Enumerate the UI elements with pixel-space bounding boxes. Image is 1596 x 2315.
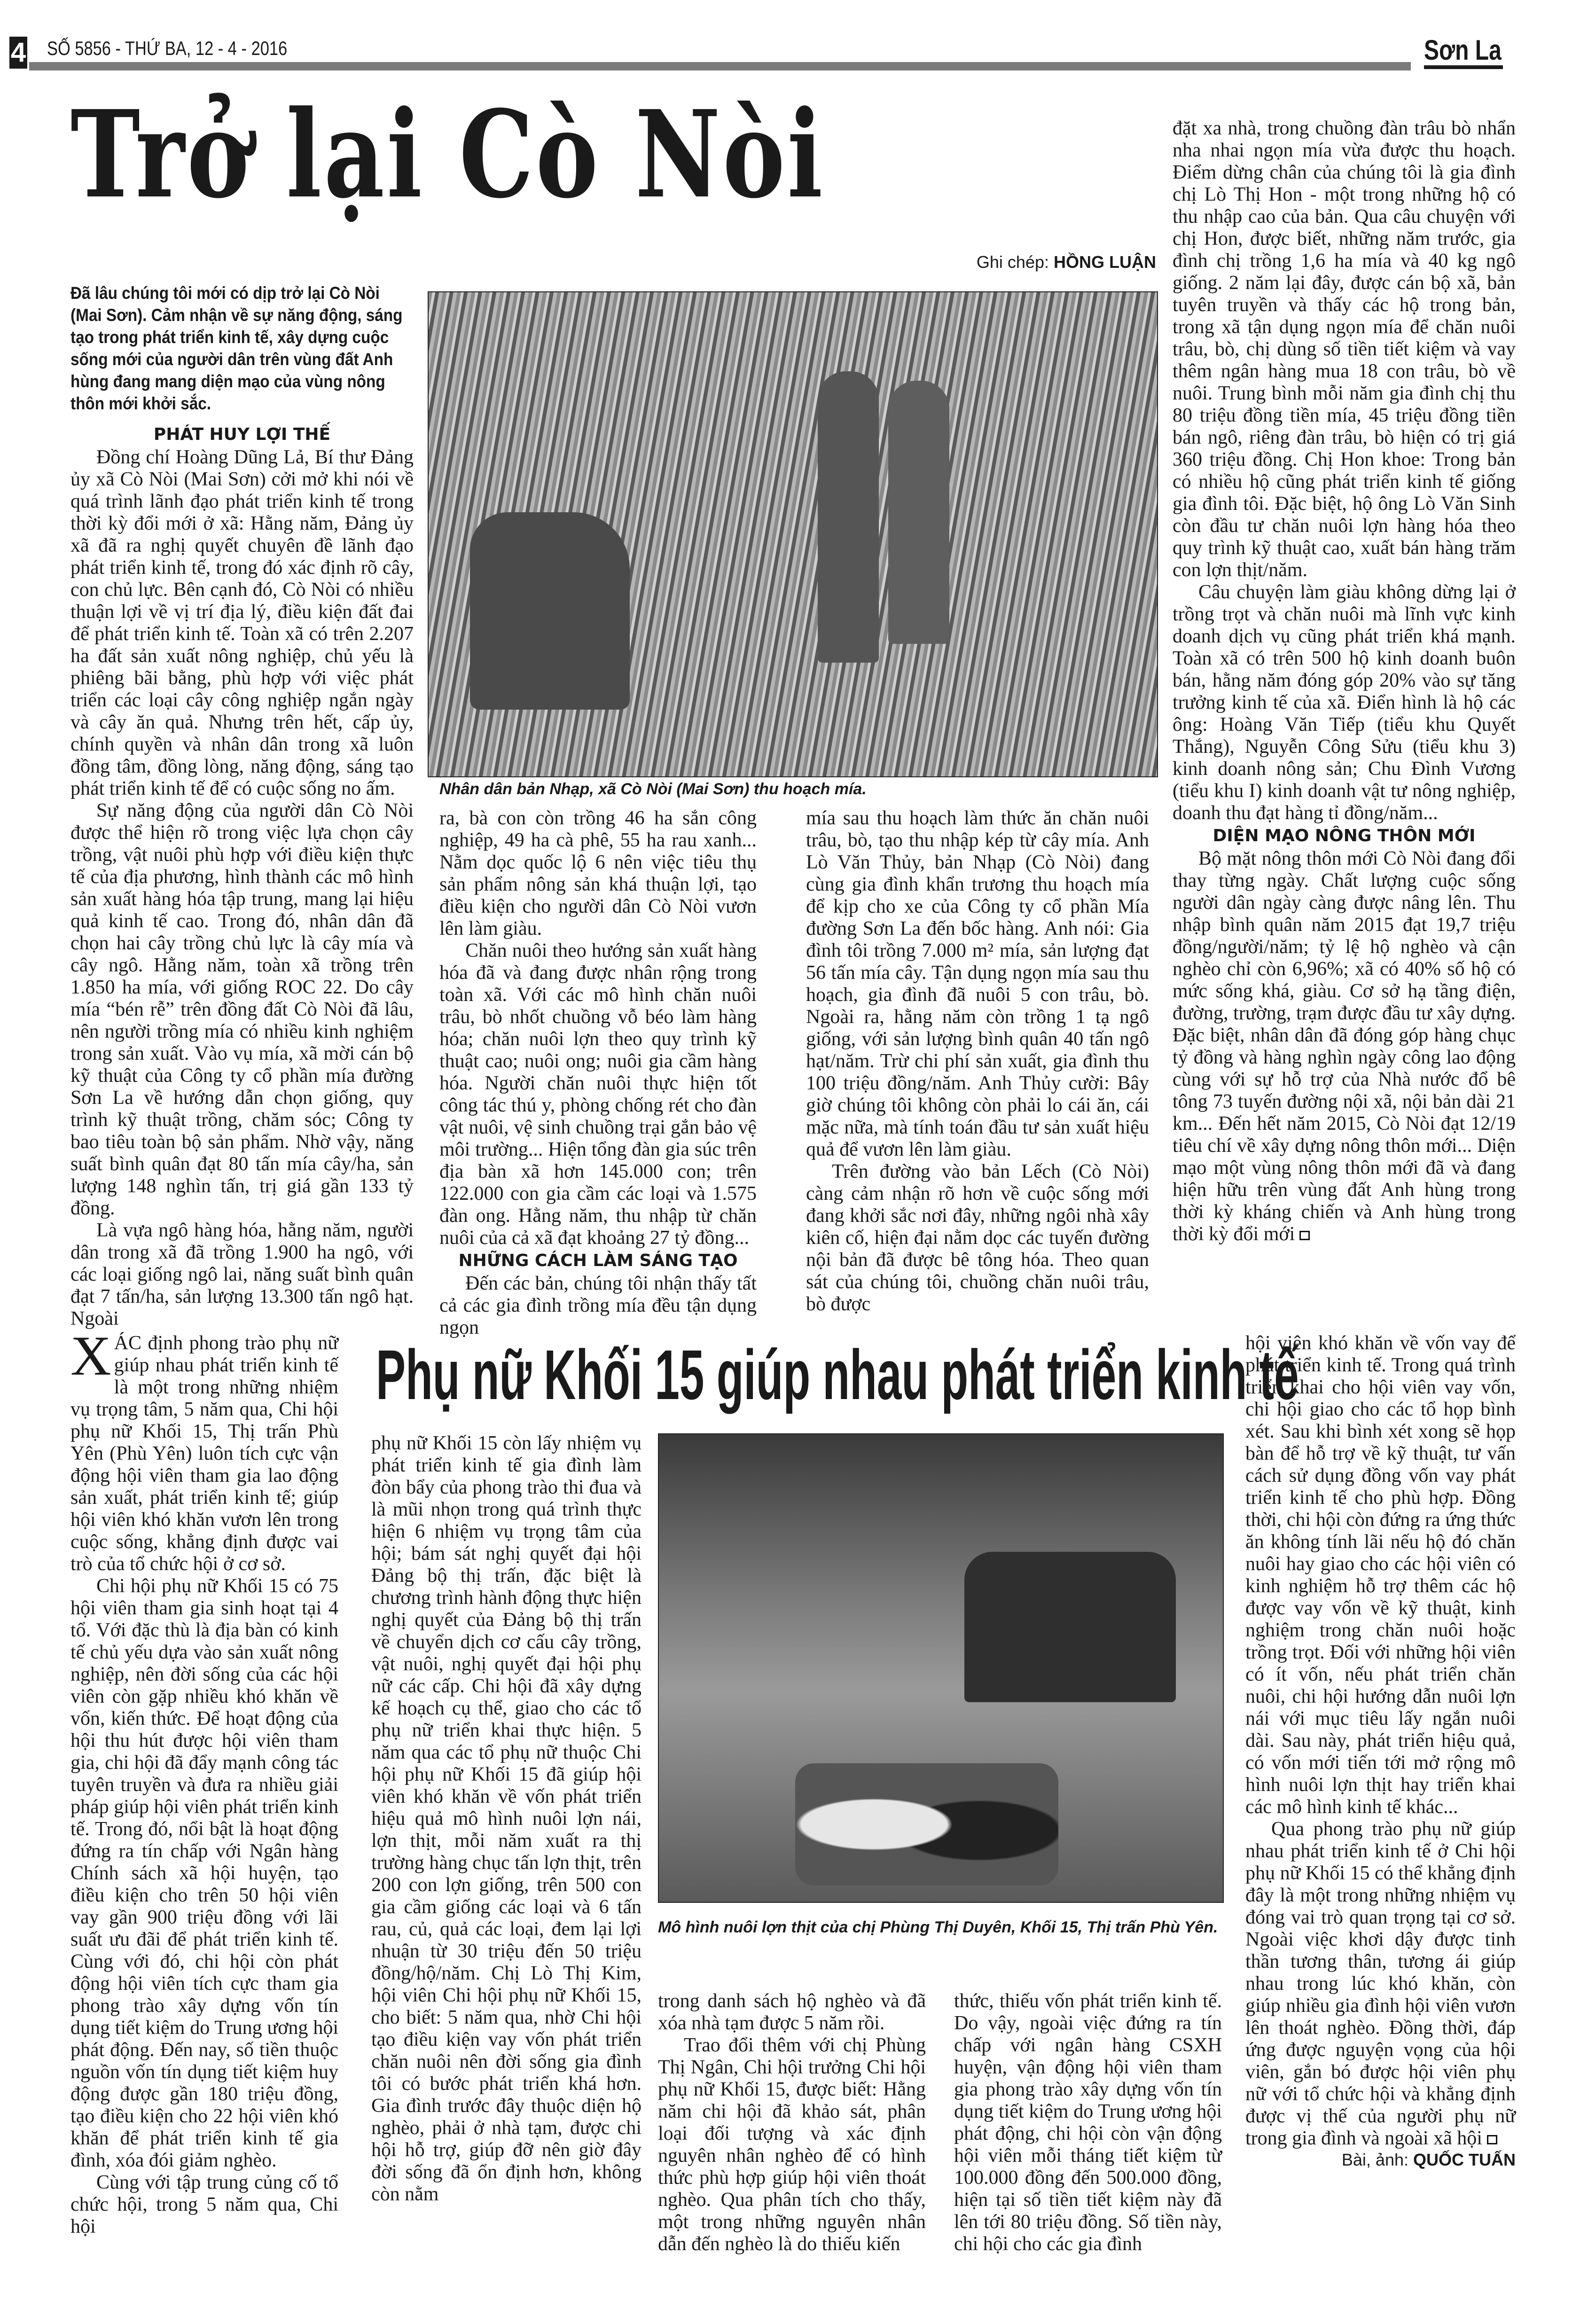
- article2-column-1: [70, 1324, 338, 2238]
- page-number: 4: [10, 37, 26, 68]
- woman-figure-1: [818, 371, 879, 663]
- article1-lead: Đã lâu chúng tôi mới có dịp trở lại Cò Nòi (Mai Sơn). Cảm nhận về sự năng động, sáng tạo trong phát triển kinh tế, xây dựng cuộc sống mới của người dân trên vùng đất Anh hùng đang mang diện mạo của vùng nông thôn mới khởi sắc.: [70, 283, 403, 413]
- byline-author: HỒNG LUẬN: [1054, 252, 1156, 272]
- byline-label: Ghi chép:: [976, 252, 1054, 272]
- end-of-article-square-icon: [1299, 1231, 1310, 1240]
- paragraph: [1173, 848, 1516, 1245]
- article2-title: Phụ nữ Khối 15 giúp nhau phát triển kinh tế: [376, 1335, 1299, 1414]
- byline-author: QUỐC TUẤN: [1413, 2150, 1516, 2169]
- paragraph-text: ÁC định phong trào phụ nữ giúp nhau phát triển kinh tế là một trong những nhiệm vụ trọng tâm, 5 năm qua, Chi hội phụ nữ Khối 15, Thị trấn Phù Yên (Phù Yên) luôn tích cực vận động hội viên tham gia lao động sản xuất, phát triển kinh tế; giúp hội viên khó khăn vươn lên trong cuộc sống, khẳng định được vai trò của tổ chức hội ở cơ sở.: [70, 1332, 338, 1575]
- sugarcane-harvest-photo: [428, 291, 1158, 777]
- subhead-phat-huy-loi-the: PHÁT HUY LỢI THẾ: [153, 425, 331, 444]
- section-name: Sơn La: [1424, 35, 1503, 69]
- article2-column-5: [1245, 1332, 1516, 2170]
- article1-column-3: [806, 807, 1149, 1315]
- paragraph: Sự năng động của người dân Cò Nòi được thể hiện rõ trong việc lựa chọn cây trồng, vật nuôi phù hợp với điều kiện thực tế của địa phương, hình thành các mô hình sản xuất hàng hóa tập trung, mang lại hiệu quả kinh tế cao. Trong đó, nhân dân đã chọn hai cây trồng chủ lực là cây mía và cây ngô. Hằng năm, toàn xã trồng trên 1.850 ha mía, với giống ROC 22. Do cây mía “bén rễ” trên đồng đất Cò Nòi đã lâu, nên người trồng mía có nhiều kinh nghiệm trong sản xuất. Vào vụ mía, xã mời cán bộ kỹ thuật của Công ty cổ phần mía đường Sơn La về hướng dẫn chọn giống, quy trình kỹ thuật trồng, chăm sóc; Công ty bao tiêu toàn bộ sản phẩm. Nhờ vậy, năng suất bình quân đạt 80 tấn mía cây/ha, sản lượng 148 nghìn tấn, trị giá gần 133 tỷ đồng.: [70, 800, 414, 1219]
- end-of-article-square-icon: [1487, 2135, 1497, 2144]
- paragraph: [70, 1324, 338, 1575]
- paragraph: mía sau thu hoạch làm thức ăn chăn nuôi trâu, bò, tạo thu nhập kép từ cây mía. Anh Lò Văn Thủy, bản Nhạp (Cò Nòi) đang cùng gia đình khẩn trương thu hoạch mía để kịp cho xe của Công ty cổ phần Mía đường Sơn La đến bốc hàng. Anh nói: Gia đình tôi trồng 7.000 m² mía, sản lượng đạt 56 tấn mía cây. Tận dụng ngọn mía sau thu hoạch, gia đình đã nuôi 5 con trâu, bò. Ngoài ra, hằng năm còn trồng 1 tạ ngô giống, với sản lượng bình quân 40 tấn ngô hạt/năm. Trừ chi phí sản xuất, gia đình thu 100 triệu đồng/năm. Anh Thủy cười: Bây giờ chúng tôi không còn phải lo cái ăn, cái mặc nữa, mà tính toán đầu tư sản xuất hiệu quả để vươn lên làm giàu.: [806, 807, 1149, 1160]
- paragraph: [1245, 1818, 1516, 2150]
- paragraph: Cùng với tập trung củng cố tổ chức hội, trong 5 năm qua, Chi hội: [70, 2172, 338, 2237]
- article2-byline: [1245, 2150, 1516, 2170]
- paragraph: Chăn nuôi theo hướng sản xuất hàng hóa đã và đang được nhân rộng trong toàn xã. Với các mô hình chăn nuôi trâu, bò nhốt chuồng vỗ béo làm hàng hóa; chăn nuôi lợn theo quy trình kỹ thuật cao; nuôi ong; nuôi gia cầm hàng hóa. Người chăn nuôi thực hiện tốt công tác thú y, phòng chống rét cho đàn vật nuôi, vệ sinh chuồng trại gắn bảo vệ môi trường... Hiện tổng đàn gia súc trên địa bàn xã hơn 145.000 con; trên 122.000 con gia cầm các loại và 1.575 đàn ong. Hằng năm, thu nhập từ chăn nuôi của cả xã đạt khoảng 27 tỷ đồng...: [439, 940, 757, 1249]
- article1-byline: [893, 253, 1156, 272]
- paragraph: Trao đổi thêm với chị Phùng Thị Ngân, Chi hội trưởng Chi hội phụ nữ Khối 15, được biết: Hằng năm chi hội đã khảo sát, phân loại đối tượng và xác định nguyên nhân nghèo để có hình thức phù hợp giúp hội viên thoát nghèo. Qua phân tích cho thấy, một trong những nguyên nhân dẫn đến nghèo là do thiếu kiến: [658, 2034, 926, 2255]
- paragraph: hội viên khó khăn về vốn vay để phát triển kinh tế. Trong quá trình triển khai cho hội viên vay vốn, chi hội giao cho các tổ họp bình xét. Sau khi bình xét xong sẽ họp bàn để hỗ trợ về kỹ thuật, tư vấn cách sử dụng đồng vốn vay phát triển kinh tế cho phù hợp. Đồng thời, chi hội còn đứng ra ứng thức ăn không tính lãi nếu hộ đó chăn nuôi hay giao cho các hội viên có kinh nghiệm hỗ trợ thêm các hộ được vay vốn về kỹ thuật, kinh nghiệm trong chăn nuôi hoặc trồng trọt. Đối với những hội viên có ít vốn, nếu phát triển chăn nuôi, chi hội hướng dẫn nuôi lợn nái với mục tiêu lấy ngắn nuôi dài. Sau này, phát triển hiệu quả, có vốn mới tiến tới mở rộng mô hình nuôi lợn thịt hay triển khai các mô hình kinh tế khác...: [1245, 1332, 1516, 1818]
- article1-photo: [428, 291, 1156, 775]
- header-rule: [29, 62, 1411, 70]
- paragraph: Trên đường vào bản Lếch (Cò Nòi) càng cảm nhận rõ hơn về cuộc sống mới đang khởi sắc nơi đây, những ngôi nhà xây kiên cố, hiện đại nằm dọc các tuyến đường nội bản đã được bê tông hóa. Theo quan sát của chúng tôi, chuồng chăn nuôi trâu, bò được: [806, 1161, 1149, 1315]
- drop-cap: X: [70, 1324, 111, 1387]
- paragraph: Đồng chí Hoàng Dũng Lả, Bí thư Đảng ủy xã Cò Nòi (Mai Sơn) cởi mở khi nói về quá trình lãnh đạo phát triển kinh tế trong thời kỳ đổi mới ở xã: Hằng năm, Đảng ủy xã đã ra nghị quyết chuyên đề lãnh đạo phát triển kinh tế, trong đó xác định rõ cây, con chủ lực. Bên cạnh đó, Cò Nòi có nhiều thuận lợi về vị trí địa lý, điều kiện đất đai để phát triển kinh tế. Toàn xã có trên 2.207 ha đất sản xuất nông nghiệp, chủ yếu là phiêng bãi bằng, phù hợp với việc phát triển các loại cây công nghiệp ngắn ngày và cây ăn quả. Nhưng trên hết, cấp ủy, chính quyền và nhân dân trong xã luôn đồng tâm, đồng lòng, năng động, sáng tạo phát triển kinh tế để có cuộc sống no ấm.: [70, 446, 414, 799]
- article2-column-4: [954, 1990, 1222, 2255]
- article1-column-2: [439, 807, 757, 1339]
- article2-photo-caption: Mô hình nuôi lợn thịt của chị Phùng Thị Duyên, Khối 15, Thị trấn Phù Yên.: [658, 1918, 1218, 1936]
- byline-label: Bài, ảnh:: [1341, 2150, 1413, 2169]
- pigs-figure: [795, 1763, 1058, 1885]
- article1-column-4: [1173, 117, 1516, 1245]
- paragraph-text: Bộ mặt nông thôn mới Cò Nòi đang đổi thay từng ngày. Chất lượng cuộc sống người dân ngày càng được nâng lên. Thu nhập bình quân năm 2015 đạt 19,7 triệu đồng/người/năm; tỷ lệ hộ nghèo và cận nghèo chỉ còn 6,96%; xã có 40% số hộ có mức sống khá, giàu. Cơ sở hạ tầng điện, đường, trường, trạm được đầu tư xây dựng. Đặc biệt, nhân dân đã đóng góp hàng chục tỷ đồng và hàng nghìn ngày công lao động cùng với sự hỗ trợ của Nhà nước đổ bê tông 73 tuyến đường nội xã, nội bản dài 21 km... Đến hết năm 2015, Cò Nòi đạt 12/19 tiêu chí về xây dựng nông thôn mới... Diện mạo một vùng nông thôn mới đã và đang hiện hữu trên vùng đất Anh hùng trong thời kỳ kháng chiến và Anh hùng trong thời kỳ đổi mới: [1173, 848, 1516, 1245]
- issue-line: SỐ 5856 - THỨ BA, 12 - 4 - 2016: [47, 37, 288, 59]
- paragraph: Là vựa ngô hàng hóa, hằng năm, người dân trong xã đã trồng 1.900 ha ngô, với các loại giống ngô lai, năng suất bình quân đạt 7 tấn/ha, sản lượng 13.300 tấn ngô hạt. Ngoài: [70, 1220, 414, 1330]
- subhead-dien-mao-nong-thon-moi: DIỆN MẠO NÔNG THÔN MỚI: [1213, 826, 1476, 845]
- farmer-figure: [470, 512, 630, 710]
- article2-column-2: [371, 1432, 642, 2206]
- article2-column-3: [658, 1990, 926, 2255]
- article1-column-1: [70, 423, 414, 1330]
- paragraph: ra, bà con còn trồng 46 ha sắn công nghiệp, 49 ha cà phê, 55 ha rau xanh... Nằm dọc quốc lộ 6 nên việc tiêu thụ sản phẩm nông sản khá thuận lợi, tạo điều kiện cho người dân Cò Nòi vươn lên làm giàu.: [439, 807, 757, 939]
- subhead-nhung-cach-lam-sang-tao: NHỮNG CÁCH LÀM SÁNG TẠO: [458, 1251, 738, 1270]
- paragraph: phụ nữ Khối 15 còn lấy nhiệm vụ phát triển kinh tế gia đình làm đòn bẩy của phong trào thi đua và là mũi nhọn trong quá trình thực hiện 6 nhiệm vụ trọng tâm của hội; bám sát nghị quyết đại hội Đảng bộ thị trấn, đặc biệt là chương trình hành động thực hiện nghị quyết của Đảng bộ thị trấn về chuyển dịch cơ cấu cây trồng, vật nuôi, nghị quyết đại hội phụ nữ các cấp. Chi hội đã xây dựng kế hoạch cụ thể, giao cho các tổ phụ nữ triển khai thực hiện. 5 năm qua các tổ phụ nữ thuộc Chi hội phụ nữ Khối 15 đã giúp hội viên khó khăn về vốn phát triển hiệu quả mô hình nuôi lợn nái, lợn thịt, mỗi năm xuất ra thị trường hàng chục tấn lợn thịt, trên 200 con lợn giống, trên 500 con gia cầm giống các loại và 6 tấn rau, củ, quả các loại, đem lại lợi nhuận từ 30 triệu đến 50 triệu đồng/hộ/năm. Chị Lò Thị Kim, hội viên Chi hội phụ nữ Khối 15, cho biết: 5 năm qua, nhờ Chi hội tạo điều kiện vay vốn phát triển chăn nuôi nên đời sống gia đình tôi có bước phát triển khá hơn. Gia đình trước đây thuộc diện hộ nghèo, phải ở nhà tạm, được chi hội hỗ trợ, giúp đỡ nên giờ đây đời sống đã ổn định hơn, không còn nằm: [371, 1432, 642, 2205]
- paragraph: Chi hội phụ nữ Khối 15 có 75 hội viên tham gia sinh hoạt tại 4 tổ. Với đặc thù là địa bàn có kinh tế chủ yếu dựa vào sản xuất nông nghiệp, nên đời sống của các hội viên còn gặp nhiều khó khăn về vốn, kiến thức. Để hoạt động của hội thu hút được hội viên tham gia, chi hội đã đẩy mạnh công tác tuyên truyền và đưa ra nhiều giải pháp giúp hội viên phát triển kinh tế. Trong đó, nổi bật là hoạt động đứng ra tín chấp với Ngân hàng Chính sách xã hội huyện, tạo điều kiện cho trên 50 hội viên vay gần 900 triệu đồng với lãi suất ưu đãi để phát triển kinh tế. Cùng với đó, chi hội còn phát động hội viên tích cực tham gia phong trào xây dựng vốn tín dụng tiết kiệm do Trung ương hội phát động. Đến nay, số tiền thuộc nguồn vốn tín dụng tiết kiệm huy động được gần 180 triệu đồng, tạo điều kiện cho 22 hội viên khó khăn để phát triển kinh tế gia đình, xóa đói giảm nghèo.: [70, 1575, 338, 2171]
- woman-figure-2: [888, 381, 949, 644]
- paragraph: đặt xa nhà, trong chuồng đàn trâu bò nhẩn nha nhai ngọn mía vừa được thu hoạch. Điểm dừng chân của chúng tôi là gia đình chị Lò Thị Hon - một trong những hộ có thu nhập cao của bản. Qua câu chuyện với chị Hon, được biết, những năm trước, gia đình chị trồng 1,6 ha mía và 40 kg ngô giống. 2 năm lại đây, được cán bộ xã, bản tuyên truyền và thấy các hộ trong bản, trong xã tận dụng ngọn mía để chăn nuôi trâu, bò, chị dùng số tiền tiết kiệm và vay thêm ngân hàng mua 18 con trâu, bò về nuôi. Trung bình mỗi năm gia đình chị thu 80 triệu đồng tiền mía, 45 triệu đồng tiền bán ngô, riêng đàn trâu, bò hiện có trị giá 360 triệu đồng. Chị Hon khoe: Trong bản có nhiều hộ cũng phát triển kinh tế giống gia đình tôi. Đặc biệt, hộ ông Lò Văn Sinh còn đầu tư chăn nuôi lợn hàng hóa theo quy trình kỹ thuật cao, xuất bán hàng trăm con lợn thịt/năm.: [1173, 117, 1516, 581]
- article1-title: Trở lại Cò Nòi: [70, 85, 825, 225]
- paragraph-text: Qua phong trào phụ nữ giúp nhau phát triển kinh tế ở Chi hội phụ nữ Khối 15 có thể khẳng định đây là một trong những nhiệm vụ đóng vai trò quan trọng tại cơ sở. Ngoài việc khơi dậy được tinh thần tương thân, tương ái giúp nhau trong lúc khó khăn, còn giúp nhiều gia đình hội viên vươn lên thoát nghèo. Đồng thời, đáp ứng được nguyện vọng của hội viên, gắn bó được hội viên phụ nữ với tổ chức hội và khẳng định được vị thế của người phụ nữ trong gia đình và ngoài xã hội: [1245, 1818, 1516, 2149]
- paragraph: thức, thiếu vốn phát triển kinh tế. Do vậy, ngoài việc đứng ra tín chấp với ngân hàng CSXH huyện, vận động hội viên tham gia phong trào xây dựng vốn tín dụng tiết kiệm do Trung ương hội phát động, chi hội còn vận động hội viên mỗi tháng tiết kiệm từ 100.000 đồng đến 500.000 đồng, hiện tại số tiền tiết kiệm này đã lên tới 80 triệu đồng. Số tiền này, chi hội cho các gia đình: [954, 1990, 1222, 2255]
- women-group-figure: [964, 1552, 1176, 1702]
- paragraph: Đến các bản, chúng tôi nhận thấy tất cả các gia đình trồng mía đều tận dụng ngọn: [439, 1273, 757, 1338]
- article1-photo-caption: Nhân dân bản Nhạp, xã Cò Nòi (Mai Sơn) thu hoạch mía.: [439, 780, 867, 798]
- pig-farm-photo: [658, 1433, 1224, 1903]
- paragraph: trong danh sách hộ nghèo và đã xóa nhà tạm được 5 năm rồi.: [658, 1990, 926, 2034]
- page-number-box: [9, 37, 27, 69]
- paragraph: Câu chuyện làm giàu không dừng lại ở trồng trọt và chăn nuôi mà lĩnh vực kinh doanh dịch vụ cũng phát triển khá mạnh. Toàn xã có trên 500 hộ kinh doanh buôn bán, hằng năm đóng góp 20% vào sự tăng trưởng kinh tế của xã. Điển hình là hộ các ông: Hoàng Văn Tiếp (tiểu khu Quyết Thắng), Nguyễn Công Sửu (tiểu khu 3) kinh doanh nông sản; Chu Đình Vương (tiểu khu I) kinh doanh vật tư nông nghiệp, doanh thu đạt hàng tỉ đồng/năm...: [1173, 581, 1516, 824]
